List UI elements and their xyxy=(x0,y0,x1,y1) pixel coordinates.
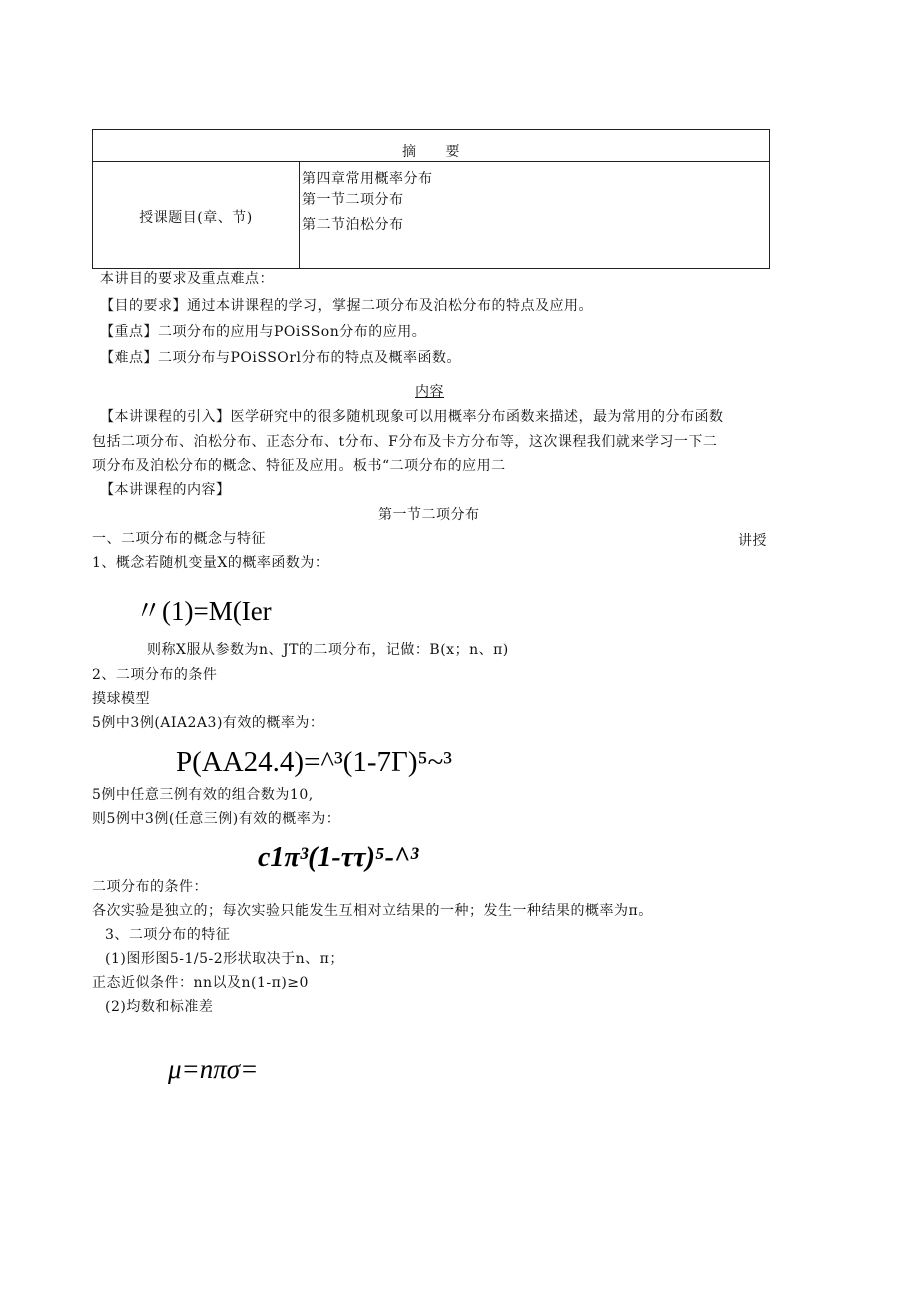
concept-definition: 1、概念若随机变量X的概率函数为： xyxy=(92,555,330,571)
summary-header-cell xyxy=(93,130,770,162)
requirements-intro: 本讲目的要求及重点难点： xyxy=(100,271,274,287)
combination-line: 5例中任意三例有效的组合数为10, xyxy=(92,787,314,803)
chapter-title: 第四章常用概率分布 xyxy=(302,171,433,187)
side-note: 讲授 xyxy=(738,533,767,549)
feature-shape: (1)图形图5-1/5-2形状取决于n、π； xyxy=(105,951,344,967)
conditions-heading: 2、二项分布的条件 xyxy=(92,667,218,683)
summary-label: 授课题目(章、节) xyxy=(139,210,253,226)
summary-label-cell xyxy=(93,162,300,269)
requirements-goal: 【目的要求】通过本讲课程的学习，掌握二项分布及泊松分布的特点及应用。 xyxy=(100,298,593,314)
summary-table xyxy=(92,129,770,269)
formula-mean-sd: μ=nπσ= xyxy=(168,1054,259,1084)
concept-heading: 一、二项分布的概念与特征 xyxy=(92,531,266,547)
intro-line-1: 【本讲课程的引入】医学研究中的很多随机现象可以用概率分布函数来描述，最为常用的分布函数 xyxy=(100,409,724,425)
intro-line-2: 包括二项分布、泊松分布、正态分布、t分布、F分布及卡方分布等，这次课程我们就来学习一下二 xyxy=(92,434,718,450)
formula-combination-prob: c1π³(1-ττ)⁵-^³ xyxy=(258,842,419,873)
normal-approx-condition: 正态近似条件：nn以及n(1-π)≥0 xyxy=(92,975,309,991)
summary-header: 摘 要 xyxy=(402,144,460,160)
features-heading: 3、二项分布的特征 xyxy=(105,927,231,943)
feature-mean-sd: (2)均数和标准差 xyxy=(105,999,214,1015)
section-1-title: 第一节二项分布 xyxy=(302,192,404,208)
section-2-title: 第二节泊松分布 xyxy=(302,217,404,233)
conditions-label: 二项分布的条件： xyxy=(92,879,208,895)
formula-specific-prob: P(AA24.4)=^³(1-7Γ)⁵~³ xyxy=(176,746,452,778)
content-heading: 内容 xyxy=(415,384,444,400)
conditions-text: 各次实验是独立的；每次实验只能发生互相对立结果的一种；发生一种结果的概率为π。 xyxy=(92,903,653,919)
notation-line: 则称X服从参数为n、JT的二项分布，记做：B(x；n、π) xyxy=(147,642,509,658)
course-content-label: 【本讲课程的内容】 xyxy=(100,482,231,498)
requirements-key: 【重点】二项分布的应用与POiSSon分布的应用。 xyxy=(100,324,427,340)
summary-content-cell xyxy=(300,162,770,269)
requirements-difficulty: 【难点】二项分布与POiSSOrl分布的特点及概率函数。 xyxy=(100,350,461,366)
formula-binomial-pmf: 〃(1)=M(Ier xyxy=(135,596,272,626)
section-title: 第一节二项分布 xyxy=(378,507,480,523)
example-line-2: 则5例中3例(任意三例)有效的概率为： xyxy=(92,811,341,827)
example-line-1: 5例中3例(AIA2A3)有效的概率为： xyxy=(92,715,325,731)
ball-model: 摸球模型 xyxy=(92,691,150,707)
intro-line-3: 项分布及泊松分布的概念、特征及应用。板书“二项分布的应用二 xyxy=(92,458,506,474)
